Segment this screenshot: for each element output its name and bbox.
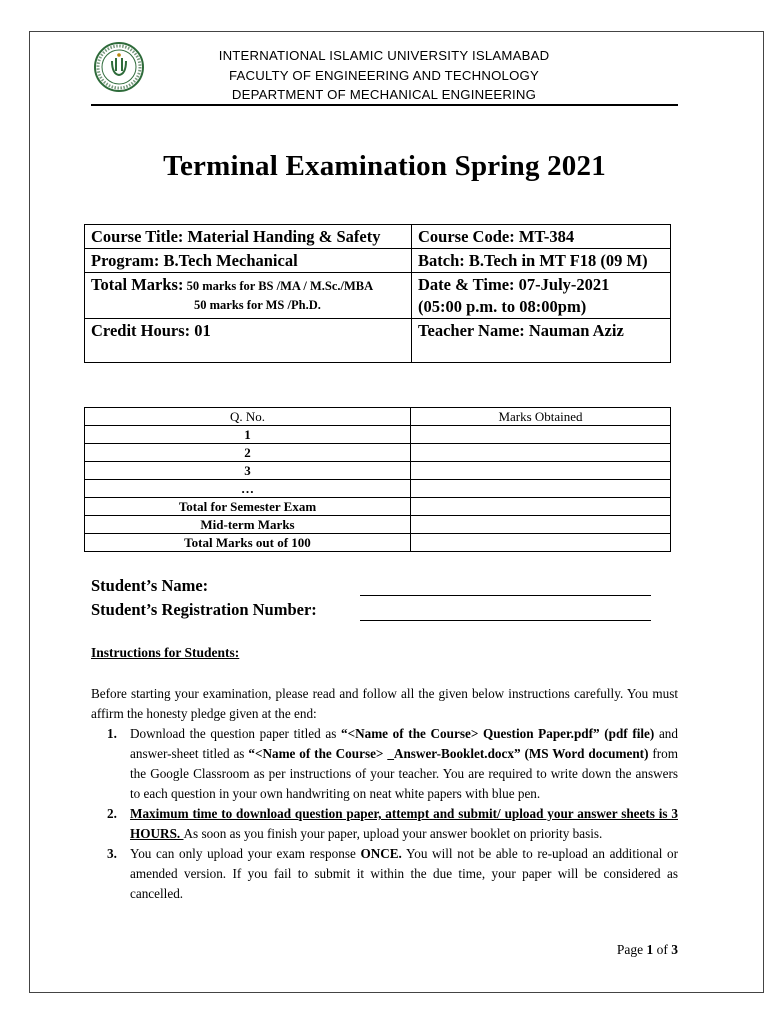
university-name: INTERNATIONAL ISLAMIC UNIVERSITY ISLAMABAD: [218, 48, 550, 63]
table-row: [85, 426, 671, 444]
item-text-bold: “<Name of the Course> Question Paper.pdf” (pdf file): [340, 726, 655, 741]
item-text-bold: Maximum time to download question paper, attempt and submit/ upload your answer sheets is 3 HOURS.: [130, 806, 678, 841]
marks-cell[interactable]: [411, 462, 671, 480]
student-reg-label: Student’s Registration Number:: [91, 600, 317, 619]
total-marks-label: Total Marks:: [91, 275, 184, 294]
item-number: 1.: [107, 726, 117, 741]
exam-title: Terminal Examination Spring 2021: [163, 150, 606, 182]
date-time: Date & Time: 07-July-2021: [418, 275, 610, 294]
item-number: 2.: [107, 806, 117, 821]
q-no-cell: Total Marks out of 100: [85, 534, 411, 552]
marks-cell[interactable]: [411, 480, 671, 498]
faculty-name: FACULTY OF ENGINEERING AND TECHNOLOGY: [228, 67, 540, 83]
marks-table: [84, 407, 671, 552]
instructions-intro: Before starting your examination, please read and follow all the given below instructions carefully. You must affirm the honesty pledge given at the end:: [91, 686, 678, 721]
marks-obtained-header: Marks Obtained: [411, 408, 671, 426]
q-no-cell: Total for Semester Exam: [85, 498, 411, 516]
marks-cell[interactable]: [411, 534, 671, 552]
student-name-field[interactable]: [360, 576, 651, 596]
item-text: You can only upload your exam response: [130, 846, 361, 861]
item-text: You will not be able to re-upload an additional or amended version. If you fail to submit it within the due time, your paper will be considered as cancelled.: [130, 846, 678, 901]
list-item: [91, 804, 678, 844]
marks-cell[interactable]: [411, 426, 671, 444]
table-row: [85, 516, 671, 534]
course-info-table: [84, 224, 671, 363]
item-text: As soon as you finish your paper, upload your answer booklet on priority basis.: [183, 826, 603, 841]
marks-cell[interactable]: [411, 516, 671, 534]
table-header-row: [85, 408, 671, 426]
item-text: Download the question paper titled as: [130, 726, 341, 741]
table-row: [85, 534, 671, 552]
page-word: Page: [616, 942, 647, 957]
q-no-cell: 3: [85, 462, 411, 480]
student-reg-field[interactable]: [360, 600, 651, 621]
student-name-label: Student’s Name:: [91, 576, 209, 595]
page-number: [560, 942, 678, 958]
date-time-cell: [412, 273, 671, 319]
header-rule: [91, 104, 678, 106]
q-no-cell: 2: [85, 444, 411, 462]
item-number: 3.: [107, 846, 117, 861]
page-total: 3: [671, 942, 678, 957]
marks-cell[interactable]: [411, 444, 671, 462]
total-marks-note-2: 50 marks for MS /Ph.D.: [194, 298, 321, 312]
instructions-heading: Instructions for Students:: [91, 645, 240, 660]
department-name: DEPARTMENT OF MECHANICAL ENGINEERING: [231, 87, 537, 102]
of-word: of: [653, 942, 672, 957]
page-current: 1: [646, 942, 654, 957]
university-logo: [93, 41, 145, 93]
table-row: [85, 225, 671, 249]
table-row: [85, 462, 671, 480]
item-text-bold: ONCE.: [360, 846, 402, 861]
program: Program: B.Tech Mechanical: [85, 249, 412, 273]
credit-hours: Credit Hours: 01: [85, 319, 412, 363]
batch: Batch: B.Tech in MT F18 (09 M): [412, 249, 671, 273]
teacher-name: Teacher Name: Nauman Aziz: [412, 319, 671, 363]
course-title: Course Title: Material Handing & Safety: [85, 225, 412, 249]
time-range: (05:00 p.m. to 08:00pm): [418, 297, 587, 316]
marks-cell[interactable]: [411, 498, 671, 516]
instructions-list: [91, 724, 678, 904]
university-header: [150, 46, 618, 105]
table-row: [85, 249, 671, 273]
total-marks-cell: [85, 273, 412, 319]
q-no-header: Q. No.: [85, 408, 411, 426]
course-code: Course Code: MT-384: [412, 225, 671, 249]
table-row: [85, 444, 671, 462]
table-row: [85, 319, 671, 363]
table-row: [85, 273, 671, 319]
item-text-bold: “<Name of the Course> _Answer-Booklet.docx” (MS Word document): [248, 746, 649, 761]
list-item: [91, 724, 678, 804]
item-text: and answer-sheet titled as: [130, 726, 678, 761]
q-no-cell: Mid-term Marks: [85, 516, 411, 534]
table-row: [85, 480, 671, 498]
total-marks-note-1: 50 marks for BS /MA / M.Sc./MBA: [183, 279, 374, 293]
table-row: [85, 498, 671, 516]
q-no-cell: …: [85, 480, 411, 498]
q-no-cell: 1: [85, 426, 411, 444]
item-text: from the Google Classroom as per instructions of your teacher. You are required to write down the answers to each question in your own handwriting on neat white papers with blue pen.: [130, 746, 678, 801]
list-item: [91, 844, 678, 904]
